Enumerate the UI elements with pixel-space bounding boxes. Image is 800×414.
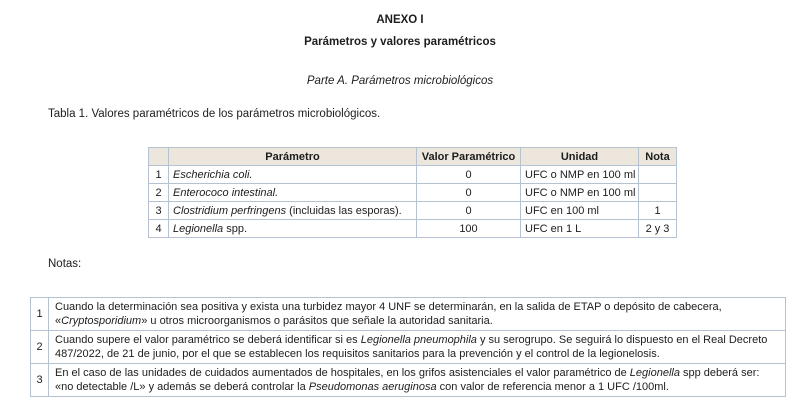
table-row bbox=[149, 220, 677, 238]
row-number: 2 bbox=[149, 184, 169, 202]
table-caption: Tabla 1. Valores paramétricos de los parámetros microbiológicos. bbox=[48, 108, 381, 120]
note-number: 2 bbox=[31, 331, 49, 364]
parameter-name: Legionella spp. bbox=[169, 220, 417, 238]
document-subtitle: Parámetros y valores paramétricos bbox=[304, 36, 496, 48]
part-heading: Parte A. Parámetros microbiológicos bbox=[306, 75, 494, 87]
note-text: En el caso de las unidades de cuidados aumentados de hospitales, en los grifos asistenciales el valor paramétrico de Legionella spp deberá ser: «no detectable /L» y además se deberá controlar la Pseudomonas aeruginosa con valor de referencia menor a 1 UFC /100ml. bbox=[49, 364, 786, 397]
table-row bbox=[149, 202, 677, 220]
header-parametro: Parámetro bbox=[169, 148, 417, 166]
table-header-row bbox=[149, 148, 677, 166]
note-row bbox=[31, 298, 786, 331]
note-ref: 1 bbox=[639, 202, 677, 220]
header-nota: Nota bbox=[639, 148, 677, 166]
notes-label: Notas: bbox=[48, 258, 82, 270]
table-row bbox=[149, 184, 677, 202]
header-unidad: Unidad bbox=[521, 148, 639, 166]
parametric-value: 0 bbox=[417, 184, 521, 202]
parametric-value: 0 bbox=[417, 202, 521, 220]
note-number: 3 bbox=[31, 364, 49, 397]
unit: UFC en 1 L bbox=[521, 220, 639, 238]
note-number: 1 bbox=[31, 298, 49, 331]
note-ref bbox=[639, 166, 677, 184]
note-row bbox=[31, 331, 786, 364]
row-number: 1 bbox=[149, 166, 169, 184]
parameter-name: Escherichia coli. bbox=[169, 166, 417, 184]
note-ref: 2 y 3 bbox=[639, 220, 677, 238]
note-ref bbox=[639, 184, 677, 202]
annex-title: ANEXO I bbox=[376, 14, 424, 26]
parameter-name: Clostridium perfringens (incluidas las esporas). bbox=[169, 202, 417, 220]
table-row bbox=[149, 166, 677, 184]
unit: UFC en 100 ml bbox=[521, 202, 639, 220]
note-row bbox=[31, 364, 786, 397]
parametric-value: 100 bbox=[417, 220, 521, 238]
unit: UFC o NMP en 100 ml bbox=[521, 166, 639, 184]
note-text: Cuando la determinación sea positiva y exista una turbidez mayor 4 UNF se determinarán, en la salida de ETAP o depósito de cabecera, «Cryptosporidium» u otros microorganismos o parásitos que señale la autoridad sanitaria. bbox=[49, 298, 786, 331]
row-number: 4 bbox=[149, 220, 169, 238]
header-valor-parametrico: Valor Paramétrico bbox=[417, 148, 521, 166]
parameters-table bbox=[148, 147, 677, 238]
header-num bbox=[149, 148, 169, 166]
parameter-name: Enterococo intestinal. bbox=[169, 184, 417, 202]
row-number: 3 bbox=[149, 202, 169, 220]
note-text: Cuando supere el valor paramétrico se deberá identificar si es Legionella pneumophila y su serogrupo. Se seguirá lo dispuesto en el Real Decreto 487/2022, de 21 de junio, por el que se establecen los requisitos sanitarios para la prevención y el control de la legionelosis. bbox=[49, 331, 786, 364]
notes-table bbox=[30, 297, 786, 397]
unit: UFC o NMP en 100 ml bbox=[521, 184, 639, 202]
parametric-value: 0 bbox=[417, 166, 521, 184]
